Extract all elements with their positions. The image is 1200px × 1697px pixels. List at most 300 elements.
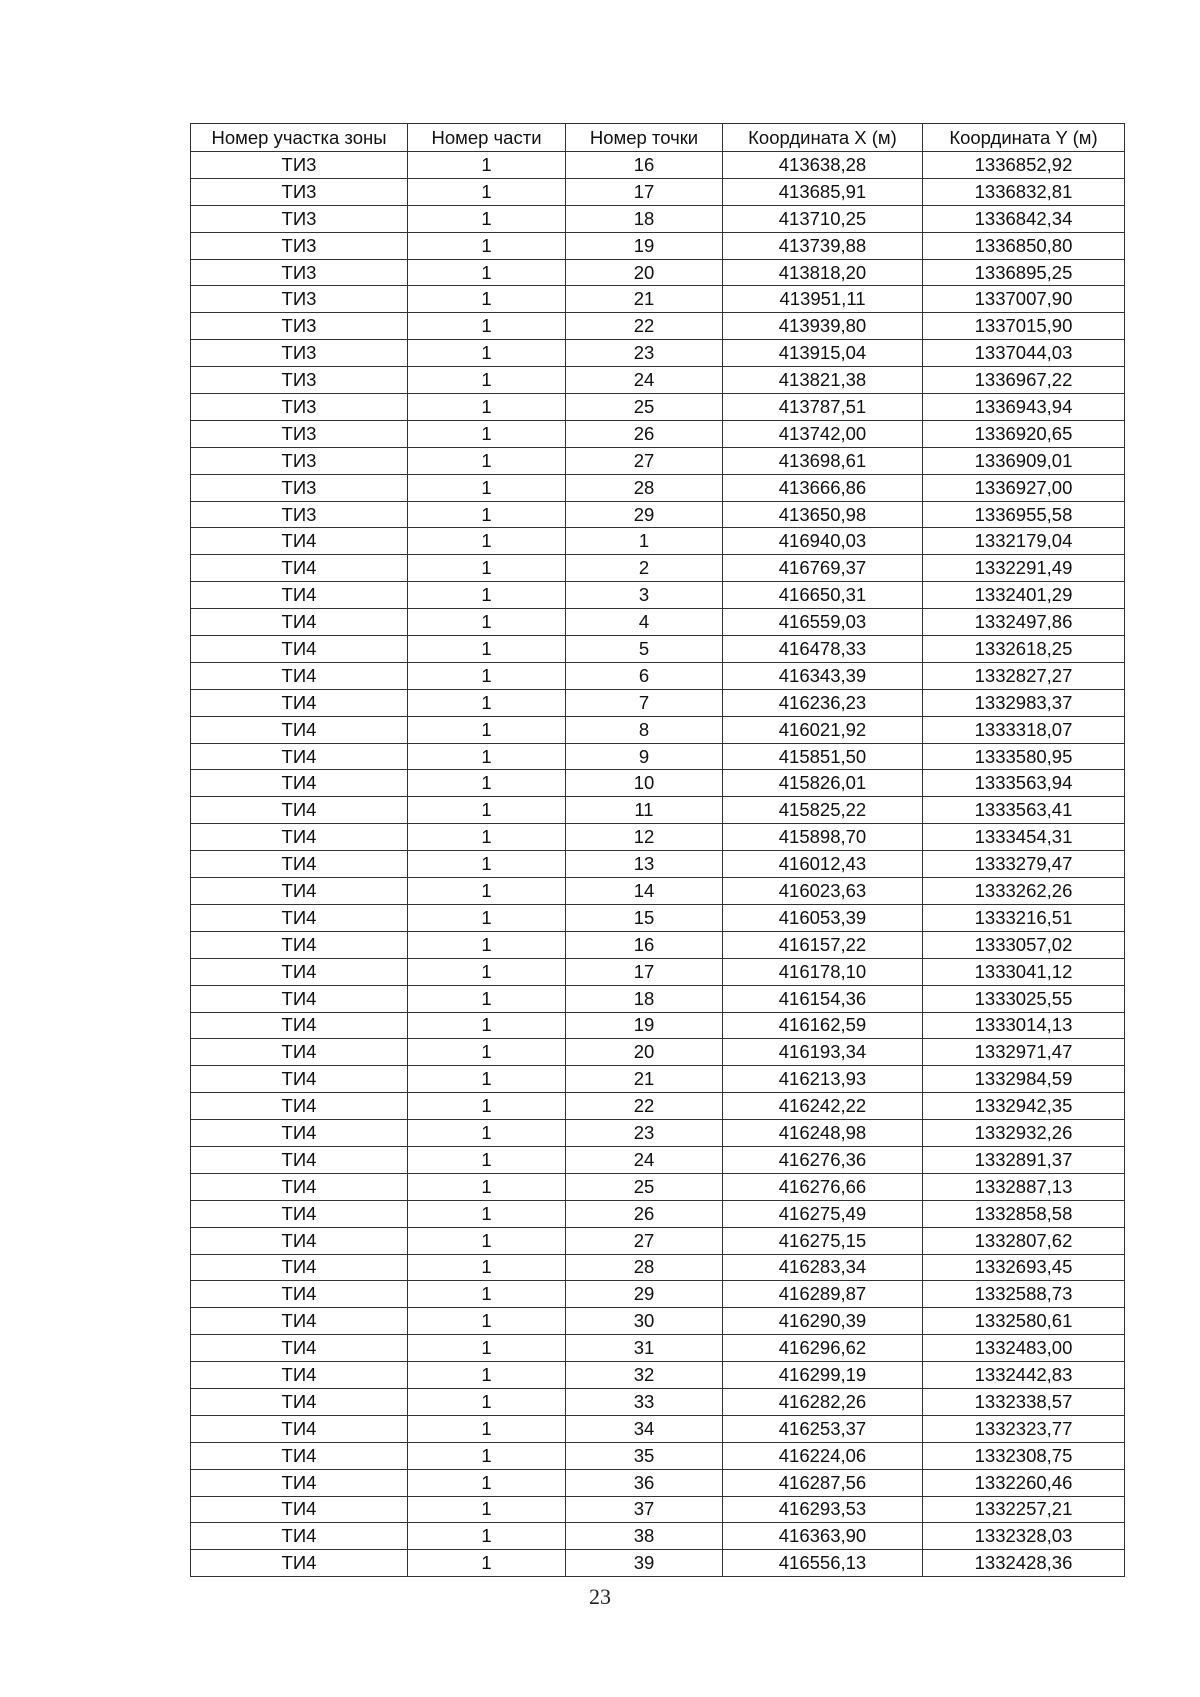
cell-point-number: 4 (566, 609, 723, 636)
cell-zone-section: ТИ4 (191, 1254, 408, 1281)
cell-part-number: 1 (408, 716, 566, 743)
cell-zone-section: ТИ4 (191, 636, 408, 663)
table-row (191, 1281, 1125, 1308)
cell-point-number: 21 (566, 1066, 723, 1093)
table-row (191, 1388, 1125, 1415)
cell-zone-section: ТИ4 (191, 1012, 408, 1039)
table-row (191, 985, 1125, 1012)
cell-coordinate-x: 413685,91 (723, 178, 923, 205)
cell-part-number: 1 (408, 1362, 566, 1389)
cell-point-number: 10 (566, 770, 723, 797)
cell-part-number: 1 (408, 1523, 566, 1550)
cell-point-number: 30 (566, 1308, 723, 1335)
cell-coordinate-x: 415851,50 (723, 743, 923, 770)
cell-point-number: 12 (566, 824, 723, 851)
cell-part-number: 1 (408, 501, 566, 528)
cell-point-number: 6 (566, 662, 723, 689)
cell-part-number: 1 (408, 636, 566, 663)
cell-zone-section: ТИ4 (191, 1415, 408, 1442)
cell-point-number: 38 (566, 1523, 723, 1550)
cell-part-number: 1 (408, 1442, 566, 1469)
cell-coordinate-y: 1333216,51 (923, 904, 1125, 931)
cell-coordinate-x: 416213,93 (723, 1066, 923, 1093)
cell-coordinate-x: 415825,22 (723, 797, 923, 824)
table-row (191, 1496, 1125, 1523)
cell-coordinate-y: 1336909,01 (923, 447, 1125, 474)
cell-point-number: 22 (566, 313, 723, 340)
cell-zone-section: ТИ4 (191, 743, 408, 770)
cell-zone-section: ТИ4 (191, 1550, 408, 1577)
cell-zone-section: ТИ3 (191, 420, 408, 447)
cell-coordinate-y: 1333279,47 (923, 851, 1125, 878)
table-row (191, 447, 1125, 474)
cell-zone-section: ТИ4 (191, 1469, 408, 1496)
header-zone-section: Номер участка зоны (191, 124, 408, 152)
cell-part-number: 1 (408, 1227, 566, 1254)
cell-zone-section: ТИ4 (191, 958, 408, 985)
cell-point-number: 37 (566, 1496, 723, 1523)
cell-zone-section: ТИ4 (191, 1362, 408, 1389)
cell-zone-section: ТИ4 (191, 1335, 408, 1362)
table-row (191, 555, 1125, 582)
cell-zone-section: ТИ4 (191, 904, 408, 931)
cell-zone-section: ТИ4 (191, 770, 408, 797)
cell-coordinate-x: 416559,03 (723, 609, 923, 636)
cell-zone-section: ТИ4 (191, 1066, 408, 1093)
cell-coordinate-y: 1332984,59 (923, 1066, 1125, 1093)
cell-zone-section: ТИ4 (191, 1281, 408, 1308)
cell-point-number: 2 (566, 555, 723, 582)
cell-part-number: 1 (408, 770, 566, 797)
cell-coordinate-x: 416012,43 (723, 851, 923, 878)
cell-coordinate-y: 1333563,41 (923, 797, 1125, 824)
header-row (191, 124, 1125, 152)
cell-point-number: 13 (566, 851, 723, 878)
cell-zone-section: ТИ4 (191, 609, 408, 636)
cell-coordinate-x: 413650,98 (723, 501, 923, 528)
cell-coordinate-y: 1332401,29 (923, 582, 1125, 609)
cell-part-number: 1 (408, 367, 566, 394)
cell-coordinate-y: 1333454,31 (923, 824, 1125, 851)
cell-coordinate-y: 1333262,26 (923, 878, 1125, 905)
cell-coordinate-y: 1336967,22 (923, 367, 1125, 394)
cell-coordinate-x: 416363,90 (723, 1523, 923, 1550)
cell-part-number: 1 (408, 1308, 566, 1335)
table-row (191, 232, 1125, 259)
cell-part-number: 1 (408, 904, 566, 931)
table-row (191, 743, 1125, 770)
cell-coordinate-y: 1333563,94 (923, 770, 1125, 797)
cell-zone-section: ТИ4 (191, 824, 408, 851)
cell-zone-section: ТИ4 (191, 1442, 408, 1469)
cell-part-number: 1 (408, 851, 566, 878)
cell-part-number: 1 (408, 878, 566, 905)
cell-coordinate-y: 1332971,47 (923, 1039, 1125, 1066)
table-row (191, 1308, 1125, 1335)
cell-coordinate-y: 1336895,25 (923, 259, 1125, 286)
cell-coordinate-x: 416276,66 (723, 1173, 923, 1200)
table-row (191, 636, 1125, 663)
cell-point-number: 35 (566, 1442, 723, 1469)
cell-coordinate-x: 413742,00 (723, 420, 923, 447)
cell-zone-section: ТИ4 (191, 1173, 408, 1200)
table-row (191, 1012, 1125, 1039)
table-row (191, 1415, 1125, 1442)
cell-coordinate-y: 1332497,86 (923, 609, 1125, 636)
table-row (191, 797, 1125, 824)
cell-point-number: 25 (566, 394, 723, 421)
cell-part-number: 1 (408, 931, 566, 958)
cell-coordinate-x: 416650,31 (723, 582, 923, 609)
table-row (191, 340, 1125, 367)
cell-coordinate-y: 1332588,73 (923, 1281, 1125, 1308)
cell-coordinate-y: 1332179,04 (923, 528, 1125, 555)
table-row (191, 178, 1125, 205)
cell-coordinate-x: 416343,39 (723, 662, 923, 689)
cell-zone-section: ТИ3 (191, 178, 408, 205)
cell-part-number: 1 (408, 1550, 566, 1577)
cell-part-number: 1 (408, 689, 566, 716)
cell-coordinate-x: 416290,39 (723, 1308, 923, 1335)
table-row (191, 1039, 1125, 1066)
table-row (191, 1146, 1125, 1173)
cell-coordinate-x: 416940,03 (723, 528, 923, 555)
cell-zone-section: ТИ4 (191, 931, 408, 958)
page-number: 23 (589, 1584, 611, 1609)
table-row (191, 770, 1125, 797)
cell-coordinate-x: 413787,51 (723, 394, 923, 421)
cell-part-number: 1 (408, 582, 566, 609)
cell-coordinate-x: 413666,86 (723, 474, 923, 501)
table-row (191, 1469, 1125, 1496)
cell-coordinate-y: 1332891,37 (923, 1146, 1125, 1173)
cell-part-number: 1 (408, 340, 566, 367)
cell-part-number: 1 (408, 178, 566, 205)
cell-zone-section: ТИ4 (191, 1039, 408, 1066)
cell-part-number: 1 (408, 394, 566, 421)
cell-coordinate-x: 416275,15 (723, 1227, 923, 1254)
cell-coordinate-x: 416224,06 (723, 1442, 923, 1469)
cell-point-number: 9 (566, 743, 723, 770)
cell-coordinate-y: 1336832,81 (923, 178, 1125, 205)
cell-zone-section: ТИ4 (191, 1227, 408, 1254)
cell-zone-section: ТИ3 (191, 286, 408, 313)
cell-coordinate-x: 416023,63 (723, 878, 923, 905)
cell-coordinate-y: 1333580,95 (923, 743, 1125, 770)
table-row (191, 474, 1125, 501)
cell-coordinate-x: 413710,25 (723, 205, 923, 232)
cell-coordinate-x: 416769,37 (723, 555, 923, 582)
cell-coordinate-x: 416556,13 (723, 1550, 923, 1577)
cell-coordinate-x: 413915,04 (723, 340, 923, 367)
cell-part-number: 1 (408, 958, 566, 985)
cell-part-number: 1 (408, 1335, 566, 1362)
cell-coordinate-y: 1332323,77 (923, 1415, 1125, 1442)
cell-zone-section: ТИ4 (191, 582, 408, 609)
cell-part-number: 1 (408, 205, 566, 232)
cell-coordinate-x: 413821,38 (723, 367, 923, 394)
cell-coordinate-x: 416299,19 (723, 1362, 923, 1389)
cell-part-number: 1 (408, 1093, 566, 1120)
cell-point-number: 29 (566, 501, 723, 528)
cell-coordinate-y: 1332807,62 (923, 1227, 1125, 1254)
cell-coordinate-x: 413638,28 (723, 152, 923, 179)
cell-zone-section: ТИ3 (191, 205, 408, 232)
cell-coordinate-y: 1332291,49 (923, 555, 1125, 582)
cell-coordinate-y: 1332260,46 (923, 1469, 1125, 1496)
table-row (191, 1442, 1125, 1469)
cell-point-number: 22 (566, 1093, 723, 1120)
cell-coordinate-y: 1337007,90 (923, 286, 1125, 313)
cell-zone-section: ТИ4 (191, 878, 408, 905)
cell-coordinate-x: 416276,36 (723, 1146, 923, 1173)
cell-point-number: 14 (566, 878, 723, 905)
cell-coordinate-y: 1332338,57 (923, 1388, 1125, 1415)
cell-zone-section: ТИ3 (191, 340, 408, 367)
cell-coordinate-x: 416283,34 (723, 1254, 923, 1281)
cell-coordinate-x: 416282,26 (723, 1388, 923, 1415)
table-row (191, 528, 1125, 555)
cell-coordinate-y: 1332580,61 (923, 1308, 1125, 1335)
cell-coordinate-y: 1332932,26 (923, 1120, 1125, 1147)
cell-coordinate-x: 416162,59 (723, 1012, 923, 1039)
table-row (191, 609, 1125, 636)
cell-coordinate-x: 416289,87 (723, 1281, 923, 1308)
cell-part-number: 1 (408, 1012, 566, 1039)
cell-point-number: 19 (566, 1012, 723, 1039)
cell-point-number: 5 (566, 636, 723, 663)
table-body (191, 152, 1125, 1577)
cell-zone-section: ТИ4 (191, 851, 408, 878)
cell-zone-section: ТИ3 (191, 394, 408, 421)
cell-part-number: 1 (408, 985, 566, 1012)
cell-coordinate-x: 416296,62 (723, 1335, 923, 1362)
cell-point-number: 28 (566, 474, 723, 501)
cell-zone-section: ТИ4 (191, 1496, 408, 1523)
cell-coordinate-x: 416021,92 (723, 716, 923, 743)
cell-point-number: 34 (566, 1415, 723, 1442)
cell-coordinate-x: 415898,70 (723, 824, 923, 851)
cell-coordinate-y: 1336920,65 (923, 420, 1125, 447)
cell-part-number: 1 (408, 1388, 566, 1415)
cell-point-number: 24 (566, 367, 723, 394)
cell-point-number: 23 (566, 1120, 723, 1147)
cell-point-number: 36 (566, 1469, 723, 1496)
table-row (191, 931, 1125, 958)
cell-point-number: 20 (566, 259, 723, 286)
cell-point-number: 39 (566, 1550, 723, 1577)
cell-part-number: 1 (408, 313, 566, 340)
table-row (191, 259, 1125, 286)
cell-part-number: 1 (408, 1200, 566, 1227)
cell-part-number: 1 (408, 824, 566, 851)
cell-coordinate-y: 1332257,21 (923, 1496, 1125, 1523)
cell-coordinate-x: 416193,34 (723, 1039, 923, 1066)
cell-part-number: 1 (408, 1173, 566, 1200)
header-coordinate-x: Координата X (м) (723, 124, 923, 152)
cell-zone-section: ТИ3 (191, 232, 408, 259)
cell-zone-section: ТИ4 (191, 1146, 408, 1173)
cell-coordinate-x: 416478,33 (723, 636, 923, 663)
cell-part-number: 1 (408, 1496, 566, 1523)
table-row (191, 1120, 1125, 1147)
cell-zone-section: ТИ3 (191, 447, 408, 474)
cell-part-number: 1 (408, 1281, 566, 1308)
cell-part-number: 1 (408, 1146, 566, 1173)
cell-coordinate-x: 413818,20 (723, 259, 923, 286)
table-row (191, 420, 1125, 447)
cell-zone-section: ТИ3 (191, 367, 408, 394)
cell-part-number: 1 (408, 609, 566, 636)
cell-point-number: 16 (566, 931, 723, 958)
cell-part-number: 1 (408, 797, 566, 824)
cell-coordinate-x: 416154,36 (723, 985, 923, 1012)
cell-zone-section: ТИ3 (191, 474, 408, 501)
header-point-number: Номер точки (566, 124, 723, 152)
cell-part-number: 1 (408, 528, 566, 555)
table-header (191, 124, 1125, 152)
table-row (191, 689, 1125, 716)
table-row (191, 1335, 1125, 1362)
cell-point-number: 27 (566, 1227, 723, 1254)
cell-coordinate-y: 1336955,58 (923, 501, 1125, 528)
cell-point-number: 31 (566, 1335, 723, 1362)
cell-coordinate-y: 1332887,13 (923, 1173, 1125, 1200)
table-row (191, 286, 1125, 313)
cell-point-number: 24 (566, 1146, 723, 1173)
cell-part-number: 1 (408, 555, 566, 582)
table-row (191, 205, 1125, 232)
table-row (191, 1173, 1125, 1200)
cell-zone-section: ТИ3 (191, 259, 408, 286)
cell-coordinate-y: 1332693,45 (923, 1254, 1125, 1281)
table-row (191, 878, 1125, 905)
cell-zone-section: ТИ4 (191, 985, 408, 1012)
cell-coordinate-y: 1337015,90 (923, 313, 1125, 340)
cell-zone-section: ТИ4 (191, 1523, 408, 1550)
cell-zone-section: ТИ4 (191, 555, 408, 582)
cell-zone-section: ТИ4 (191, 528, 408, 555)
cell-point-number: 29 (566, 1281, 723, 1308)
cell-coordinate-x: 416242,22 (723, 1093, 923, 1120)
cell-coordinate-y: 1336927,00 (923, 474, 1125, 501)
cell-part-number: 1 (408, 1120, 566, 1147)
table-row (191, 662, 1125, 689)
coordinates-table (190, 123, 1125, 1577)
cell-part-number: 1 (408, 447, 566, 474)
cell-coordinate-x: 416248,98 (723, 1120, 923, 1147)
table-row (191, 958, 1125, 985)
cell-coordinate-x: 415826,01 (723, 770, 923, 797)
cell-part-number: 1 (408, 743, 566, 770)
cell-coordinate-y: 1332618,25 (923, 636, 1125, 663)
cell-coordinate-y: 1332308,75 (923, 1442, 1125, 1469)
table-row (191, 1093, 1125, 1120)
table-row (191, 824, 1125, 851)
cell-point-number: 20 (566, 1039, 723, 1066)
cell-coordinate-x: 416236,23 (723, 689, 923, 716)
cell-part-number: 1 (408, 1254, 566, 1281)
cell-zone-section: ТИ4 (191, 1093, 408, 1120)
cell-point-number: 23 (566, 340, 723, 367)
table-row (191, 394, 1125, 421)
cell-coordinate-x: 416253,37 (723, 1415, 923, 1442)
table-row (191, 851, 1125, 878)
cell-coordinate-y: 1336850,80 (923, 232, 1125, 259)
cell-part-number: 1 (408, 662, 566, 689)
cell-coordinate-y: 1337044,03 (923, 340, 1125, 367)
cell-point-number: 18 (566, 205, 723, 232)
cell-coordinate-x: 416275,49 (723, 1200, 923, 1227)
cell-coordinate-x: 413951,11 (723, 286, 923, 313)
cell-coordinate-x: 413739,88 (723, 232, 923, 259)
table-row (191, 313, 1125, 340)
cell-point-number: 11 (566, 797, 723, 824)
cell-zone-section: ТИ4 (191, 1308, 408, 1335)
table-row (191, 1066, 1125, 1093)
cell-point-number: 16 (566, 152, 723, 179)
cell-zone-section: ТИ3 (191, 313, 408, 340)
cell-coordinate-y: 1332428,36 (923, 1550, 1125, 1577)
cell-zone-section: ТИ3 (191, 501, 408, 528)
cell-point-number: 32 (566, 1362, 723, 1389)
cell-coordinate-y: 1332858,58 (923, 1200, 1125, 1227)
cell-coordinate-y: 1336943,94 (923, 394, 1125, 421)
table-row (191, 1200, 1125, 1227)
cell-part-number: 1 (408, 1469, 566, 1496)
table-row (191, 367, 1125, 394)
cell-point-number: 25 (566, 1173, 723, 1200)
cell-coordinate-y: 1332328,03 (923, 1523, 1125, 1550)
cell-coordinate-y: 1333014,13 (923, 1012, 1125, 1039)
cell-part-number: 1 (408, 232, 566, 259)
cell-coordinate-y: 1332827,27 (923, 662, 1125, 689)
cell-coordinate-y: 1333041,12 (923, 958, 1125, 985)
cell-point-number: 26 (566, 1200, 723, 1227)
table-row (191, 1227, 1125, 1254)
table-row (191, 582, 1125, 609)
cell-point-number: 1 (566, 528, 723, 555)
table-row (191, 152, 1125, 179)
cell-point-number: 21 (566, 286, 723, 313)
cell-coordinate-x: 413939,80 (723, 313, 923, 340)
table-row (191, 1362, 1125, 1389)
cell-point-number: 3 (566, 582, 723, 609)
cell-point-number: 17 (566, 958, 723, 985)
cell-part-number: 1 (408, 1039, 566, 1066)
cell-zone-section: ТИ3 (191, 152, 408, 179)
cell-coordinate-x: 416053,39 (723, 904, 923, 931)
cell-coordinate-y: 1333318,07 (923, 716, 1125, 743)
cell-coordinate-y: 1333025,55 (923, 985, 1125, 1012)
table-row (191, 1254, 1125, 1281)
cell-point-number: 19 (566, 232, 723, 259)
cell-point-number: 17 (566, 178, 723, 205)
cell-coordinate-x: 416157,22 (723, 931, 923, 958)
cell-zone-section: ТИ4 (191, 1120, 408, 1147)
header-coordinate-y: Координата Y (м) (923, 124, 1125, 152)
cell-point-number: 7 (566, 689, 723, 716)
cell-point-number: 27 (566, 447, 723, 474)
cell-part-number: 1 (408, 1415, 566, 1442)
cell-coordinate-y: 1333057,02 (923, 931, 1125, 958)
cell-zone-section: ТИ4 (191, 716, 408, 743)
table-row (191, 1550, 1125, 1577)
cell-coordinate-y: 1332483,00 (923, 1335, 1125, 1362)
cell-coordinate-y: 1336852,92 (923, 152, 1125, 179)
cell-zone-section: ТИ4 (191, 662, 408, 689)
header-part-number: Номер части (408, 124, 566, 152)
